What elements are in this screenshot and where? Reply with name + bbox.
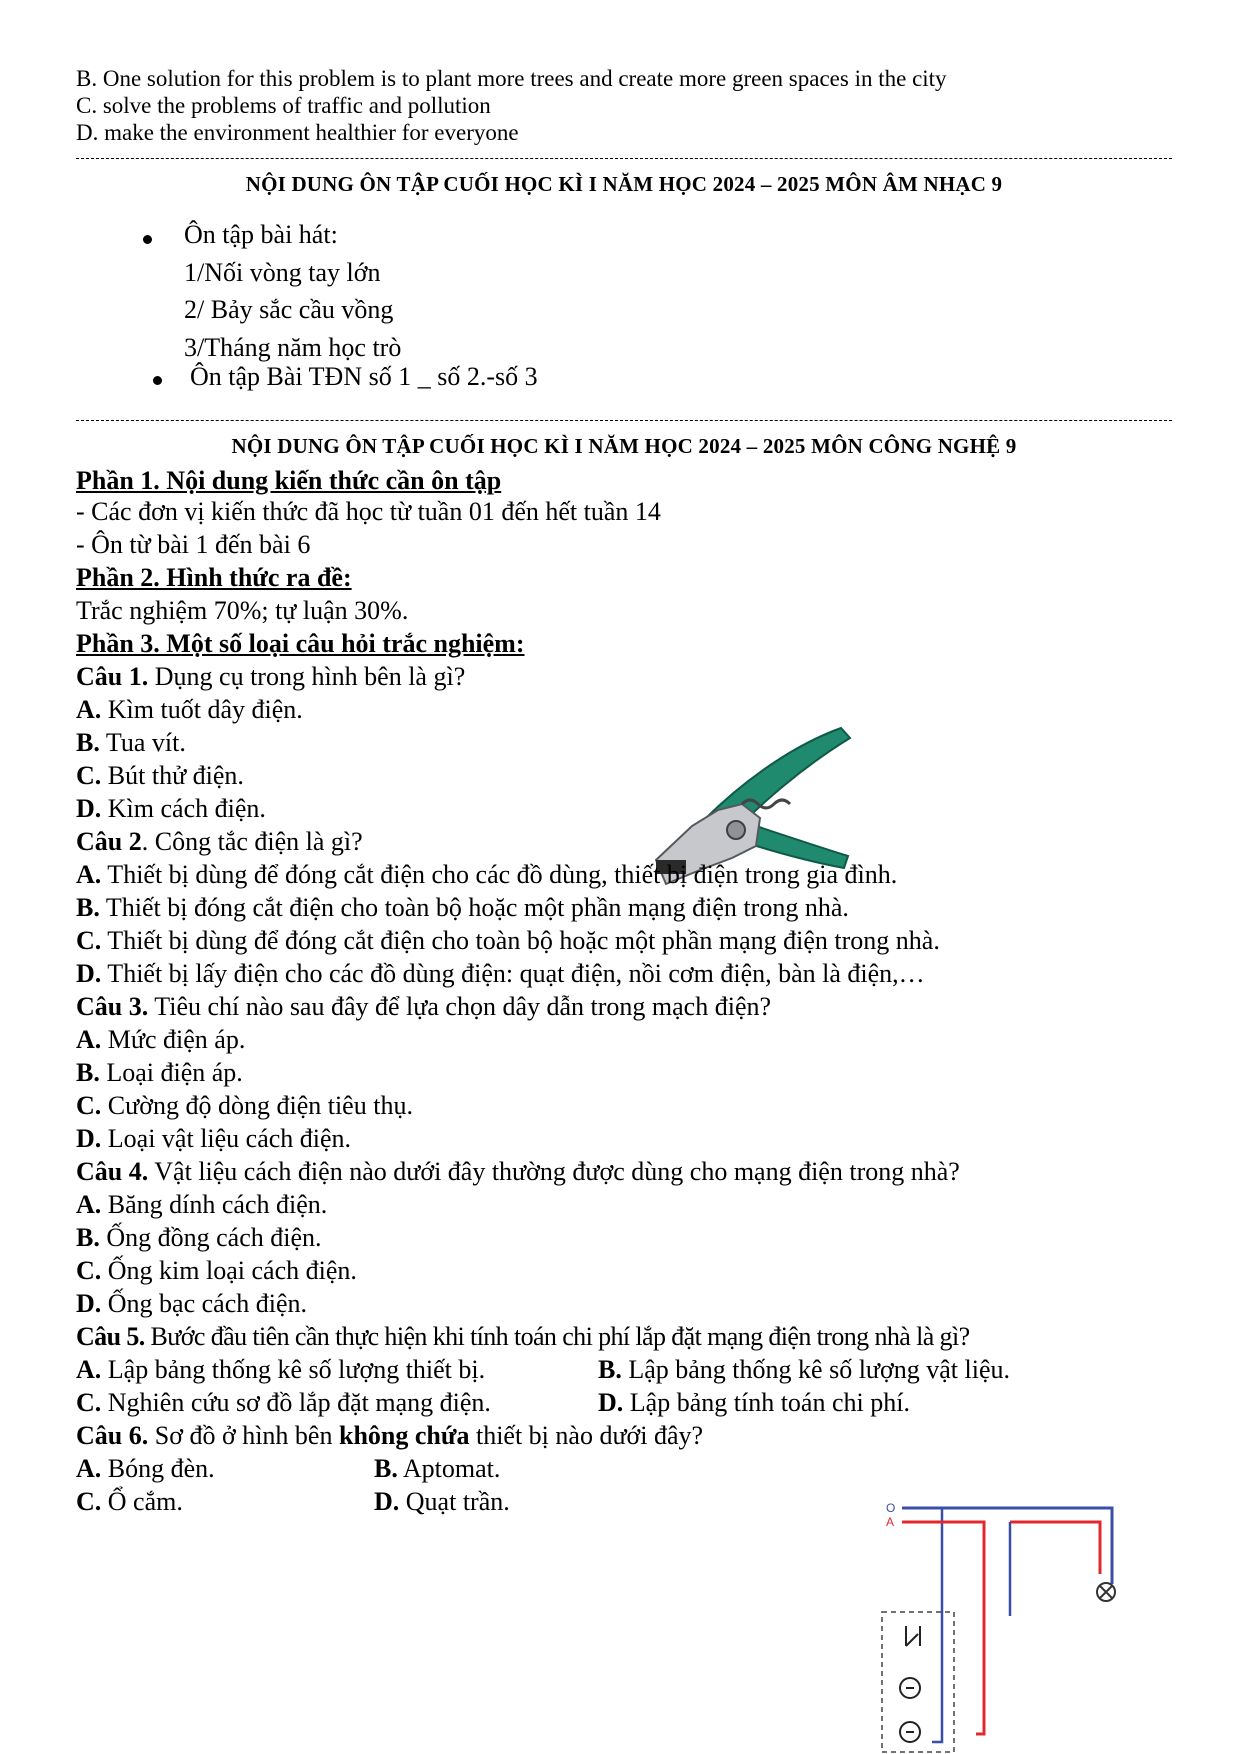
- music-heading: NỘI DUNG ÔN TẬP CUỐI HỌC KÌ I NĂM HỌC 2024 – 2025 MÔN ÂM NHẠC 9: [245, 172, 1003, 196]
- music-song-3: 3/Tháng năm học trò: [184, 333, 402, 362]
- q4-option-d: D. Ống bạc cách điện.: [76, 1289, 308, 1318]
- question-1: Câu 1. Dụng cụ trong hình bên là gì?: [76, 662, 466, 691]
- q4-option-a: A. Băng dính cách điện.: [76, 1190, 328, 1219]
- q5-option-c: C. Nghiên cứu sơ đồ lắp đặt mạng điện.: [76, 1388, 491, 1417]
- question-4: Câu 4. Vật liệu cách điện nào dưới đây thường được dùng cho mạng điện trong nhà?: [76, 1157, 960, 1186]
- part1-line-1: - Các đơn vị kiến thức đã học từ tuần 01 đến hết tuần 14: [76, 497, 661, 526]
- q5-option-d: D. Lập bảng tính toán chi phí.: [598, 1388, 910, 1417]
- divider: [76, 420, 1172, 421]
- bullet-dot: [143, 235, 152, 244]
- part1-line-2: - Ôn từ bài 1 đến bài 6: [76, 530, 311, 559]
- bullet-dot: [153, 376, 162, 385]
- q3-option-c: C. Cường độ dòng điện tiêu thụ.: [76, 1091, 413, 1120]
- q3-option-a: A. Mức điện áp.: [76, 1025, 246, 1054]
- music-bullet-review-songs: Ôn tập bài hát:: [184, 220, 338, 249]
- q3-option-b: B. Loại điện áp.: [76, 1058, 243, 1087]
- circuit-diagram: [880, 1496, 1142, 1754]
- part3-title: Phần 3. Một số loại câu hỏi trắc nghiệm:: [76, 629, 525, 658]
- english-option-b: B. One solution for this problem is to plant more trees and create more green spaces in the city: [76, 66, 947, 91]
- english-option-c: C. solve the problems of traffic and pollution: [76, 93, 491, 118]
- question-2: Câu 2. Công tắc điện là gì?: [76, 827, 363, 856]
- music-song-1: 1/Nối vòng tay lớn: [184, 258, 381, 287]
- q6-option-c: C. Ổ cắm.: [76, 1487, 183, 1516]
- q1-option-c: C. Bút thử điện.: [76, 761, 244, 790]
- music-bullet-tdn: Ôn tập Bài TĐN số 1 _ số 2.-số 3: [190, 362, 538, 391]
- q1-option-a: A. Kìm tuốt dây điện.: [76, 695, 303, 724]
- part2-line: Trắc nghiệm 70%; tự luận 30%.: [76, 596, 409, 625]
- part2-title: Phần 2. Hình thức ra đề:: [76, 563, 352, 592]
- music-song-2: 2/ Bảy sắc cầu vồng: [184, 295, 394, 324]
- q2-option-a: A. Thiết bị dùng để đóng cắt điện cho các đồ dùng, thiết bị điện trong gia đình.: [76, 860, 898, 889]
- switch-icon: [906, 1626, 920, 1646]
- q3-option-d: D. Loại vật liệu cách điện.: [76, 1124, 352, 1153]
- q4-option-c: C. Ống kim loại cách điện.: [76, 1256, 357, 1285]
- divider: [76, 158, 1172, 159]
- tech-heading: NỘI DUNG ÔN TẬP CUỐI HỌC KÌ I NĂM HỌC 2024 – 2025 MÔN CÔNG NGHỆ 9: [231, 434, 1017, 458]
- q2-option-d: D. Thiết bị lấy điện cho các đồ dùng điện: quạt điện, nồi cơm điện, bàn là điện,…: [76, 959, 925, 988]
- q2-option-c: C. Thiết bị dùng để đóng cắt điện cho toàn bộ hoặc một phần mạng điện trong nhà.: [76, 926, 940, 955]
- label-phase: A: [886, 1515, 895, 1529]
- q4-option-b: B. Ống đồng cách điện.: [76, 1223, 322, 1252]
- q6-option-b: B. Aptomat.: [374, 1454, 501, 1483]
- english-option-d: D. make the environment healthier for everyone: [76, 120, 519, 145]
- q5-option-a: A. Lập bảng thống kê số lượng thiết bị.: [76, 1355, 486, 1384]
- q6-option-a: A. Bóng đèn.: [76, 1454, 215, 1483]
- q2-option-b: B. Thiết bị đóng cắt điện cho toàn bộ hoặc một phần mạng điện trong nhà.: [76, 893, 849, 922]
- question-6: Câu 6. Sơ đồ ở hình bên không chứa thiết bị nào dưới đây?: [76, 1421, 704, 1450]
- q5-option-b: B. Lập bảng thống kê số lượng vật liệu.: [598, 1355, 1011, 1384]
- question-5: Câu 5. Bước đầu tiên cần thực hiện khi tính toán chi phí lắp đặt mạng điện trong nhà là gì?: [76, 1322, 970, 1351]
- part1-title: Phần 1. Nội dung kiến thức cần ôn tập: [76, 466, 502, 495]
- label-neutral: O: [886, 1501, 896, 1515]
- q6-option-d: D. Quạt trần.: [374, 1487, 510, 1516]
- q1-option-b: B. Tua vít.: [76, 728, 186, 757]
- q1-option-d: D. Kìm cách điện.: [76, 794, 266, 823]
- question-3: Câu 3. Tiêu chí nào sau đây để lựa chọn dây dẫn trong mạch điện?: [76, 992, 772, 1021]
